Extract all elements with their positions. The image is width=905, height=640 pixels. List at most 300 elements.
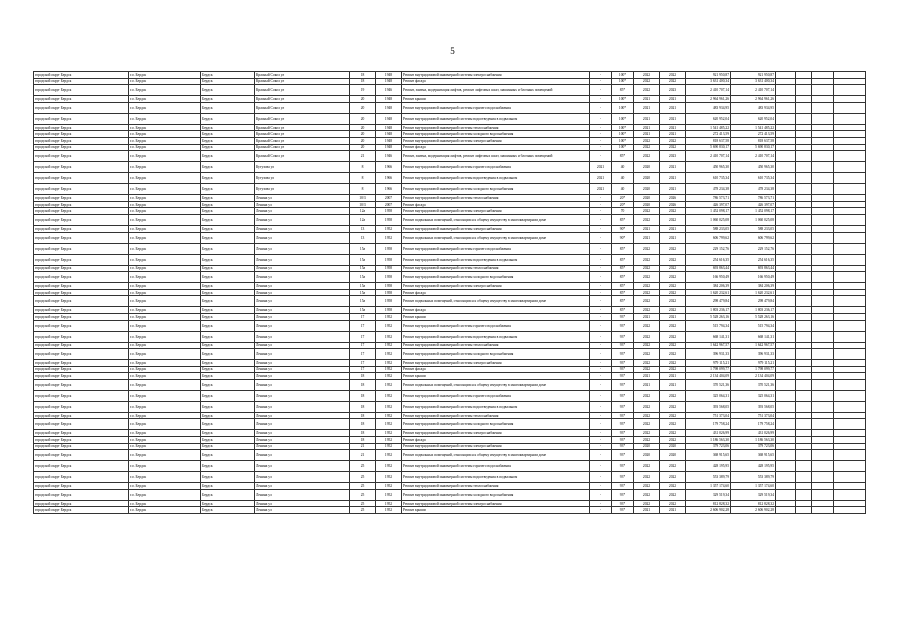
cell-year: 1952 [376, 401, 402, 412]
cell-district: городской округ Бердск [34, 208, 129, 215]
cell-a: - [590, 349, 612, 360]
cell-street: Ленина ул [255, 443, 350, 450]
cell-street: Ленина ул [255, 214, 350, 225]
table-row [34, 72, 866, 79]
cell-empty [796, 201, 812, 208]
cell-empty [834, 225, 866, 232]
cell-work: Ремонт фасада [402, 144, 590, 151]
cell-s2: 921 950,87 [731, 72, 776, 79]
cell-work: Ремонт внутридомовой инженерной системы холодного водоснабжения [402, 489, 590, 500]
cell-empty [796, 283, 812, 290]
cell-district: городской округ Бердск [34, 450, 129, 461]
cell-empty [834, 232, 866, 243]
cell-town: Бердск [201, 461, 255, 472]
cell-town: Бердск [201, 472, 255, 483]
cell-empty [796, 289, 812, 296]
cell-street: Ленина ул [255, 243, 350, 254]
cell-y1: 2022 [634, 137, 660, 144]
cell-b: 100* [612, 72, 634, 79]
cell-year: 1952 [376, 507, 402, 514]
cell-empty [796, 313, 812, 320]
cell-house: 17 [350, 331, 376, 342]
cell-house: 17 [350, 366, 376, 373]
cell-empty [776, 489, 796, 500]
cell-empty [834, 313, 866, 320]
cell-empty [812, 443, 834, 450]
cell-locality: г.о. Бердск [129, 331, 201, 342]
table-row [34, 489, 866, 500]
cell-town: Бердск [201, 430, 255, 437]
cell-s2: 370 521,36 [731, 379, 776, 390]
cell-street: Ленина ул [255, 379, 350, 390]
cell-locality: г.о. Бердск [129, 78, 201, 85]
cell-y1: 2021 [634, 96, 660, 103]
cell-district: городской округ Бердск [34, 201, 129, 208]
table-row [34, 507, 866, 514]
cell-work: Ремонт подвальных помещений, относящихся к общему имуществу в многоквартирном доме [402, 450, 590, 461]
cell-work: Ремонт внутридомовой инженерной системы горячего водоснабжения [402, 162, 590, 173]
cell-a: - [590, 78, 612, 85]
cell-house: 17 [350, 320, 376, 331]
cell-locality: г.о. Бердск [129, 430, 201, 437]
cell-b: 93* [612, 313, 634, 320]
cell-work: Ремонт внутридомовой инженерной системы холодного водоснабжения [402, 419, 590, 430]
cell-locality: г.о. Бердск [129, 144, 201, 151]
cell-year: 1952 [376, 437, 402, 444]
cell-district: городской округ Бердск [34, 144, 129, 151]
cell-street: Ленина ул [255, 342, 350, 349]
cell-s1: 812 828,32 [686, 500, 731, 507]
cell-district: городской округ Бердск [34, 151, 129, 162]
cell-s2: 3 631 400,34 [731, 78, 776, 85]
cell-s2: 818 637,58 [731, 137, 776, 144]
cell-town: Бердск [201, 419, 255, 430]
cell-year: 1952 [376, 313, 402, 320]
cell-empty [834, 72, 866, 79]
table-row [34, 472, 866, 483]
cell-y2: 2022 [660, 489, 686, 500]
cell-empty [834, 412, 866, 419]
cell-s1: 368 915,65 [686, 450, 731, 461]
cell-empty [776, 283, 796, 290]
cell-district: городской округ Бердск [34, 419, 129, 430]
cell-y2: 2022 [660, 265, 686, 272]
cell-house: 19 [350, 85, 376, 96]
cell-district: городской округ Бердск [34, 472, 129, 483]
cell-empty [834, 151, 866, 162]
cell-empty [776, 483, 796, 490]
cell-locality: г.о. Бердск [129, 113, 201, 124]
cell-b: 93* [612, 483, 634, 490]
cell-s2: 2 964 961,26 [731, 96, 776, 103]
cell-s2: 1 186 563,30 [731, 437, 776, 444]
cell-empty [834, 379, 866, 390]
cell-street: Ленина ул [255, 483, 350, 490]
cell-y2: 2021 [660, 313, 686, 320]
cell-a: - [590, 283, 612, 290]
cell-empty [834, 265, 866, 272]
table-row [34, 144, 866, 151]
table-row [34, 254, 866, 265]
cell-a: - [590, 254, 612, 265]
cell-s1: 620 952,04 [686, 113, 731, 124]
cell-locality: г.о. Бердск [129, 472, 201, 483]
cell-s1: 1 060 025,08 [686, 214, 731, 225]
cell-a: - [590, 272, 612, 283]
cell-town: Бердск [201, 201, 255, 208]
cell-a: - [590, 113, 612, 124]
table-row [34, 184, 866, 195]
cell-empty [796, 366, 812, 373]
cell-locality: г.о. Бердск [129, 272, 201, 283]
cell-a: - [590, 208, 612, 215]
cell-b: 93* [612, 472, 634, 483]
cell-town: Бердск [201, 151, 255, 162]
cell-year: 1948 [376, 137, 402, 144]
cell-year: 1948 [376, 72, 402, 79]
table-row [34, 137, 866, 144]
cell-house: 15а [350, 254, 376, 265]
cell-empty [812, 360, 834, 367]
cell-a: - [590, 195, 612, 202]
cell-town: Бердск [201, 437, 255, 444]
cell-locality: г.о. Бердск [129, 225, 201, 232]
cell-s1: 2 134 404,09 [686, 373, 731, 380]
table-row [34, 102, 866, 113]
cell-empty [812, 113, 834, 124]
cell-street: Ленина ул [255, 500, 350, 507]
cell-empty [796, 500, 812, 507]
cell-empty [834, 283, 866, 290]
cell-house: 15а [350, 307, 376, 314]
cell-district: городской округ Бердск [34, 225, 129, 232]
cell-house: 17 [350, 342, 376, 349]
cell-locality: г.о. Бердск [129, 443, 201, 450]
cell-b: 40 [612, 173, 634, 184]
cell-town: Бердск [201, 331, 255, 342]
cell-y1: 2022 [634, 331, 660, 342]
cell-empty [812, 461, 834, 472]
table-row [34, 373, 866, 380]
cell-s1: 553 389,79 [686, 472, 731, 483]
cell-s2: 5 690 830,17 [731, 144, 776, 151]
cell-empty [776, 349, 796, 360]
cell-empty [834, 430, 866, 437]
cell-s1: 329 519,34 [686, 489, 731, 500]
cell-empty [776, 214, 796, 225]
cell-b: 85* [612, 85, 634, 96]
cell-empty [834, 296, 866, 307]
cell-empty [776, 144, 796, 151]
cell-y1: 2021 [634, 113, 660, 124]
cell-empty [776, 102, 796, 113]
cell-empty [834, 437, 866, 444]
cell-y1: 2022 [634, 430, 660, 437]
cell-empty [812, 379, 834, 390]
cell-y2: 2022 [660, 419, 686, 430]
cell-empty [776, 124, 796, 131]
cell-y1: 2021 [634, 124, 660, 131]
cell-year: 1952 [376, 349, 402, 360]
cell-b: 85* [612, 272, 634, 283]
cell-empty [812, 366, 834, 373]
cell-s1: 786 573,71 [686, 195, 731, 202]
cell-work: Ремонт внутридомовой инженерной системы холодного водоснабжения [402, 349, 590, 360]
cell-s1: 818 637,58 [686, 137, 731, 144]
cell-house: 25 [350, 500, 376, 507]
cell-s2: 5 528 263,16 [731, 313, 776, 320]
cell-empty [812, 144, 834, 151]
cell-y2: 2022 [660, 331, 686, 342]
cell-empty [834, 483, 866, 490]
cell-district: городской округ Бердск [34, 102, 129, 113]
cell-locality: г.о. Бердск [129, 254, 201, 265]
cell-empty [812, 85, 834, 96]
cell-s2: 325 064,31 [731, 390, 776, 401]
cell-locality: г.о. Бердск [129, 201, 201, 208]
cell-s2: 2 134 404,09 [731, 373, 776, 380]
cell-b: 93* [612, 489, 634, 500]
cell-district: городской округ Бердск [34, 483, 129, 490]
cell-district: городской округ Бердск [34, 500, 129, 507]
cell-empty [834, 450, 866, 461]
cell-empty [812, 283, 834, 290]
cell-empty [796, 489, 812, 500]
cell-empty [796, 195, 812, 202]
cell-y1: 2020 [634, 450, 660, 461]
table-row [34, 313, 866, 320]
cell-s1: 431 026,99 [686, 430, 731, 437]
cell-empty [776, 373, 796, 380]
cell-year: 1952 [376, 443, 402, 450]
cell-y2: 2022 [660, 296, 686, 307]
cell-empty [796, 450, 812, 461]
cell-town: Бердск [201, 320, 255, 331]
table-row [34, 443, 866, 450]
cell-street: Ленина ул [255, 373, 350, 380]
cell-year: 1952 [376, 419, 402, 430]
cell-b: 20* [612, 201, 634, 208]
cell-work: Ремонт внутридомовой инженерной системы электроснабжения [402, 430, 590, 437]
cell-house: 21 [350, 151, 376, 162]
cell-town: Бердск [201, 78, 255, 85]
cell-y2: 2022 [660, 144, 686, 151]
cell-s1: 2 410 707,14 [686, 151, 731, 162]
cell-s2: 179 758,24 [731, 419, 776, 430]
cell-y1: 2021 [634, 507, 660, 514]
cell-work: Ремонт внутридомовой инженерной системы теплоснабжения [402, 483, 590, 490]
cell-s1: 384 206,39 [686, 283, 731, 290]
cell-year: 1946 [376, 85, 402, 96]
cell-b: 93* [612, 360, 634, 367]
cell-s2: 450 965,30 [731, 162, 776, 173]
cell-work: Ремонт внутридомовой инженерной системы горячего водоснабжения [402, 461, 590, 472]
cell-b: 93* [612, 373, 634, 380]
cell-town: Бердск [201, 232, 255, 243]
cell-y2: 2022 [660, 360, 686, 367]
cell-y2: 2021 [660, 162, 686, 173]
cell-b: 93* [612, 401, 634, 412]
cell-s2: 2 410 707,14 [731, 85, 776, 96]
cell-a: - [590, 289, 612, 296]
cell-street: Красный Сокол ул [255, 137, 350, 144]
cell-empty [796, 144, 812, 151]
table-row [34, 390, 866, 401]
cell-year: 1948 [376, 78, 402, 85]
cell-locality: г.о. Бердск [129, 289, 201, 296]
cell-empty [796, 208, 812, 215]
cell-b: 93* [612, 419, 634, 430]
cell-empty [834, 360, 866, 367]
cell-empty [796, 437, 812, 444]
cell-town: Бердск [201, 173, 255, 184]
cell-y2: 2020 [660, 450, 686, 461]
cell-district: городской округ Бердск [34, 401, 129, 412]
cell-empty [776, 437, 796, 444]
cell-empty [796, 430, 812, 437]
cell-empty [834, 113, 866, 124]
cell-house: 15а [350, 283, 376, 290]
cell-empty [796, 307, 812, 314]
cell-empty [796, 124, 812, 131]
cell-work: Ремонт внутридомовой инженерной системы горячего водоснабжения [402, 390, 590, 401]
cell-s1: 426 397,07 [686, 201, 731, 208]
cell-b: 93* [612, 430, 634, 437]
cell-y2: 2022 [660, 401, 686, 412]
cell-b: 93* [612, 507, 634, 514]
cell-empty [812, 254, 834, 265]
cell-empty [776, 208, 796, 215]
cell-b: 93* [612, 390, 634, 401]
cell-work: Ремонт подвальных помещений, относящихся к общему имуществу в многоквартирном доме [402, 296, 590, 307]
cell-b: 100* [612, 131, 634, 138]
cell-house: 25 [350, 489, 376, 500]
cell-district: городской округ Бердск [34, 162, 129, 173]
cell-y2: 2023 [660, 85, 686, 96]
table-row [34, 124, 866, 131]
cell-y2: 2021 [660, 232, 686, 243]
cell-house: 13 [350, 232, 376, 243]
cell-locality: г.о. Бердск [129, 450, 201, 461]
cell-a: - [590, 500, 612, 507]
cell-empty [796, 320, 812, 331]
cell-town: Бердск [201, 137, 255, 144]
cell-year: 1952 [376, 483, 402, 490]
cell-b: 85* [612, 296, 634, 307]
cell-empty [812, 78, 834, 85]
cell-empty [834, 500, 866, 507]
cell-empty [796, 419, 812, 430]
cell-b: 20* [612, 195, 634, 202]
cell-work: Ремонт внутридомовой инженерной системы водоотведения в подвальном [402, 113, 590, 124]
cell-a: - [590, 214, 612, 225]
table-row [34, 366, 866, 373]
cell-empty [796, 131, 812, 138]
cell-empty [776, 461, 796, 472]
cell-street: Ленина ул [255, 430, 350, 437]
cell-s2: 610 735,34 [731, 173, 776, 184]
cell-street: Ленина ул [255, 472, 350, 483]
cell-locality: г.о. Бердск [129, 437, 201, 444]
cell-empty [796, 102, 812, 113]
cell-locality: г.о. Бердск [129, 195, 201, 202]
cell-work: Ремонт внутридомовой инженерной системы теплоснабжения [402, 412, 590, 419]
cell-locality: г.о. Бердск [129, 390, 201, 401]
cell-empty [776, 254, 796, 265]
cell-street: Красный Сокол ул [255, 96, 350, 103]
cell-street: Красный Сокол ул [255, 131, 350, 138]
cell-y1: 2020 [634, 443, 660, 450]
cell-empty [796, 349, 812, 360]
cell-s1: 3 631 400,34 [686, 78, 731, 85]
cell-house: 10/3 [350, 195, 376, 202]
cell-empty [834, 195, 866, 202]
cell-town: Бердск [201, 296, 255, 307]
cell-empty [796, 265, 812, 272]
cell-s2: 1 452 098,17 [731, 208, 776, 215]
table-row [34, 162, 866, 173]
cell-district: городской округ Бердск [34, 349, 129, 360]
cell-empty [796, 296, 812, 307]
cell-s1: 428 195,95 [686, 461, 731, 472]
cell-s1: 379 723,06 [686, 443, 731, 450]
cell-district: городской округ Бердск [34, 366, 129, 373]
cell-a: - [590, 72, 612, 79]
table-row [34, 412, 866, 419]
cell-a: - [590, 243, 612, 254]
cell-empty [812, 214, 834, 225]
cell-empty [812, 243, 834, 254]
cell-s1: 298 479,84 [686, 296, 731, 307]
cell-town: Бердск [201, 313, 255, 320]
cell-locality: г.о. Бердск [129, 265, 201, 272]
cell-year: 1958 [376, 214, 402, 225]
cell-house: 18 [350, 78, 376, 85]
cell-y1: 2021 [634, 102, 660, 113]
cell-y2: 2022 [660, 78, 686, 85]
cell-a: - [590, 96, 612, 103]
cell-town: Бердск [201, 483, 255, 490]
cell-street: Красный Сокол ул [255, 144, 350, 151]
cell-y1: 2021 [634, 313, 660, 320]
cell-y1: 2022 [634, 243, 660, 254]
cell-year: 1958 [376, 243, 402, 254]
cell-y2: 2021 [660, 113, 686, 124]
table-row [34, 243, 866, 254]
cell-empty [776, 320, 796, 331]
cell-district: городской округ Бердск [34, 124, 129, 131]
cell-s2: 1 642 967,57 [731, 342, 776, 349]
cell-town: Бердск [201, 162, 255, 173]
cell-house: 12а [350, 214, 376, 225]
cell-s2: 166 950,49 [731, 272, 776, 283]
cell-empty [812, 313, 834, 320]
cell-empty [834, 96, 866, 103]
cell-y1: 2022 [634, 144, 660, 151]
cell-y1: 2021 [634, 379, 660, 390]
cell-locality: г.о. Бердск [129, 366, 201, 373]
cell-s2: 426 397,07 [731, 201, 776, 208]
cell-year: 2007 [376, 195, 402, 202]
cell-empty [834, 201, 866, 208]
table-row [34, 225, 866, 232]
cell-work: Ремонт внутридомовой инженерной системы водоотведения в подвальном [402, 472, 590, 483]
cell-district: городской округ Бердск [34, 131, 129, 138]
cell-b: 100* [612, 144, 634, 151]
cell-a: - [590, 102, 612, 113]
table-row [34, 296, 866, 307]
cell-street: Ленина ул [255, 437, 350, 444]
